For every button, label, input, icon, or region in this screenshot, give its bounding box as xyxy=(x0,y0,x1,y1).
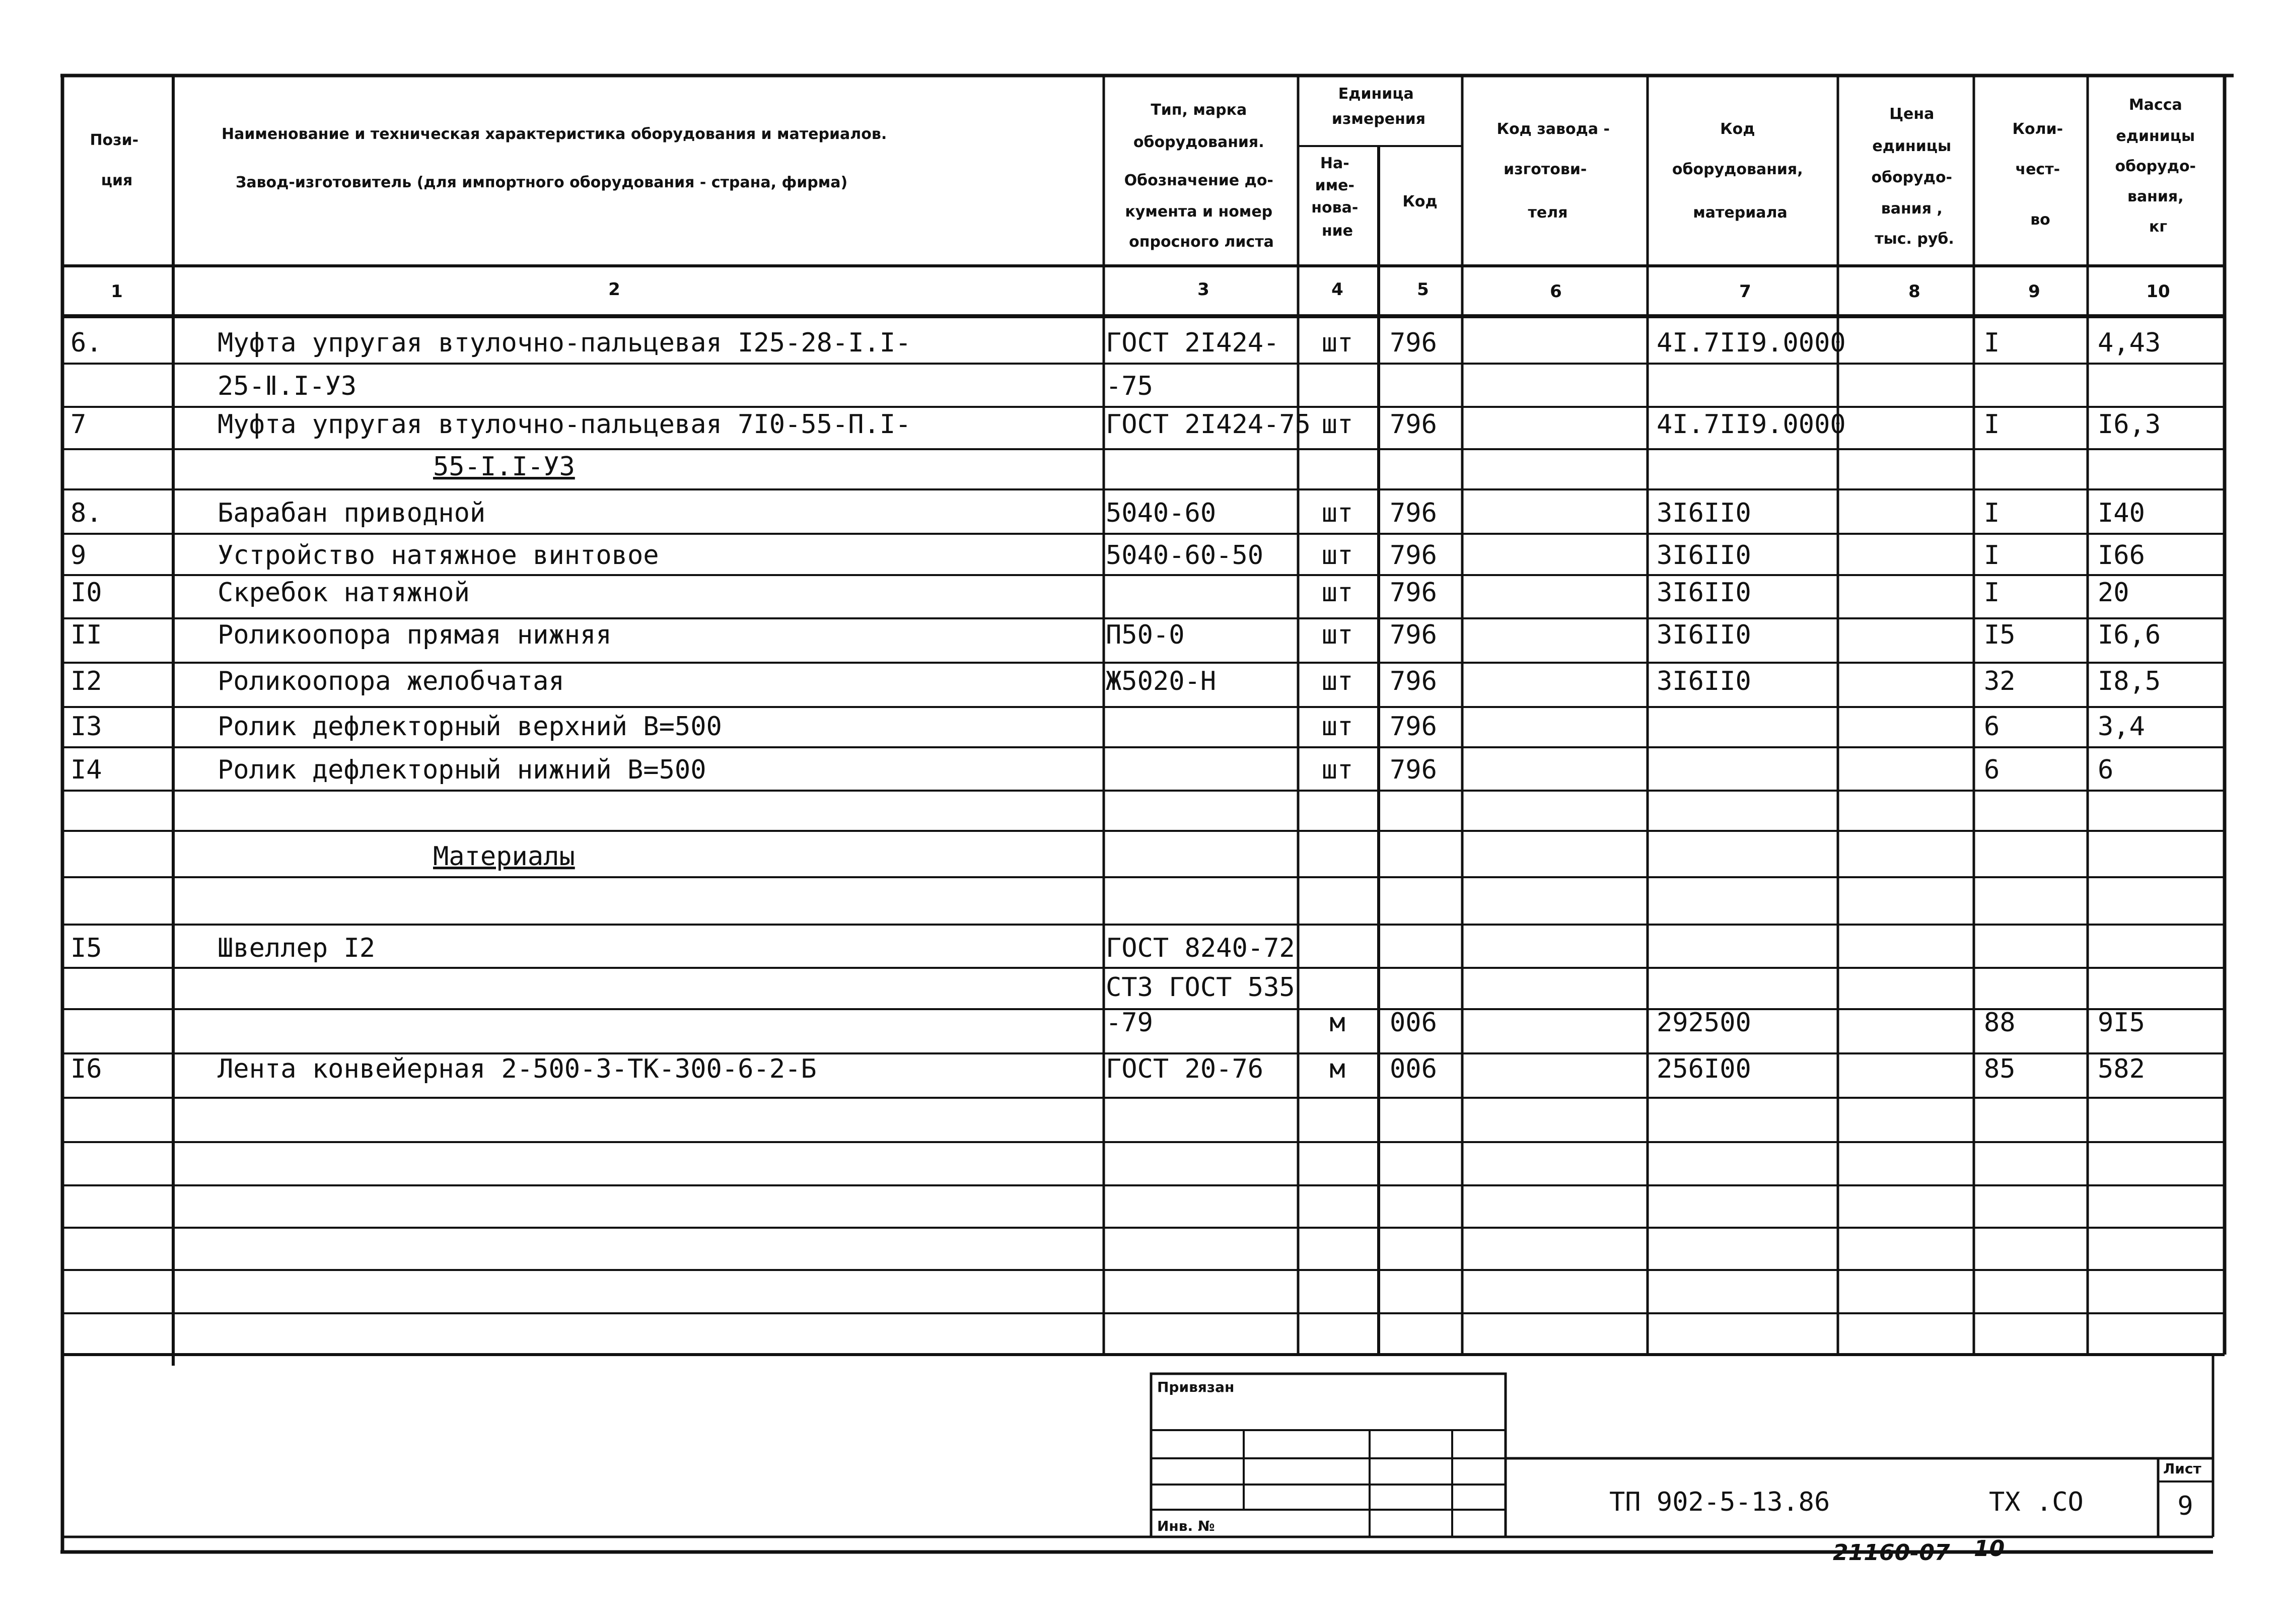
cell-unit-code: 796 xyxy=(1390,328,1437,358)
cell-qty: I5 xyxy=(1984,620,2016,650)
header-unit-name-line: нова- xyxy=(1311,199,1359,217)
table-row xyxy=(433,452,575,482)
cell-name: 25-Ⅱ.I-У3 xyxy=(218,371,357,401)
table-row xyxy=(70,1054,2145,1084)
cell-type: 5040-60 xyxy=(1106,498,1217,528)
cell-type: П50-0 xyxy=(1106,620,1185,650)
cell-unit-code: 006 xyxy=(1390,1054,1437,1084)
header-equipment-code xyxy=(1672,120,1808,222)
table-row xyxy=(1106,1008,2145,1038)
table-row xyxy=(70,933,1295,963)
cell-mass: I6,3 xyxy=(2098,409,2161,440)
cell-name: Материалы xyxy=(433,841,575,872)
cell-qty: I xyxy=(1984,328,2000,358)
table-row xyxy=(70,578,2129,608)
header-price-line: Цена xyxy=(1889,105,1935,123)
cell-name: Швеллер I2 xyxy=(218,933,376,963)
header-type-line: Тип, марка xyxy=(1151,101,1247,119)
cell-qty: 6 xyxy=(1984,755,2000,785)
column-number: 7 xyxy=(1739,281,1751,302)
cell-unit-code: 796 xyxy=(1390,409,1437,440)
header-unit-name-line: На- xyxy=(1320,155,1349,172)
cell-qty: I xyxy=(1984,578,2000,608)
header-position-line: ция xyxy=(101,172,133,189)
header-plant-code-line: изготови- xyxy=(1504,161,1587,178)
header-type-line: опросного листа xyxy=(1129,233,1274,251)
cell-unit: шт xyxy=(1321,498,1353,528)
cell-mass: I8,5 xyxy=(2098,666,2161,696)
cell-mass: 6 xyxy=(2098,755,2114,785)
header-type-line: Обозначение до- xyxy=(1124,172,1273,189)
table-row xyxy=(70,620,2161,650)
cell-type: СТ3 ГОСТ 535 xyxy=(1106,972,1295,1003)
cell-qty: I xyxy=(1984,409,2000,440)
header-position-line: Пози- xyxy=(90,131,139,149)
header-price-line: вания , xyxy=(1881,200,1943,218)
cell-qty: 88 xyxy=(1984,1008,2016,1038)
cell-name: Барабан приводной xyxy=(218,498,486,528)
table-row xyxy=(70,498,2145,528)
header-type-line: кумента и номер xyxy=(1125,203,1273,221)
header-price-line: единицы xyxy=(1872,137,1952,155)
header-unit-name-line: име- xyxy=(1315,177,1354,194)
cell-mass: 3,4 xyxy=(2098,712,2145,742)
header-mass-line: кг xyxy=(2149,218,2168,236)
cell-mass: 20 xyxy=(2098,578,2129,608)
cell-unit-code: 796 xyxy=(1390,666,1437,696)
cell-pos: I2 xyxy=(70,666,102,696)
cell-mass: 4,43 xyxy=(2098,328,2161,358)
cell-unit: шт xyxy=(1321,755,1353,785)
cell-type: 5040-60-50 xyxy=(1106,540,1264,571)
cell-name: Скребок натяжной xyxy=(218,578,470,608)
cell-name: Муфта упругая втулочно-пальцевая I25-28-I.I- xyxy=(218,328,911,358)
cell-unit-code: 796 xyxy=(1390,712,1437,742)
cell-pos: I5 xyxy=(70,933,102,963)
cell-type: -79 xyxy=(1106,1008,1153,1038)
cell-unit-code: 796 xyxy=(1390,578,1437,608)
cell-qty: 6 xyxy=(1984,712,2000,742)
cell-qty: 85 xyxy=(1984,1054,2016,1084)
header-plant-code-line: Код завода - xyxy=(1496,120,1610,138)
cell-code: 3I6II0 xyxy=(1657,498,1751,528)
table-row xyxy=(70,409,2161,440)
header-plant-code xyxy=(1497,120,1615,222)
header-name-line: Наименование и техническая характеристика оборудования и материалов. xyxy=(222,125,887,143)
cell-pos: 6. xyxy=(70,328,102,358)
cell-code: 3I6II0 xyxy=(1657,540,1751,571)
cell-mass: 582 xyxy=(2098,1054,2145,1084)
cell-type: ГОСТ 2I424-75 xyxy=(1106,409,1311,440)
header-equipment-code-line: материала xyxy=(1693,204,1788,222)
header-unit-code: Код xyxy=(1402,193,1438,210)
table-row xyxy=(70,328,2161,358)
cell-unit: шт xyxy=(1321,409,1353,440)
header-unit-group-line: Единица xyxy=(1338,85,1414,103)
cell-pos: I4 xyxy=(70,755,102,785)
header-name xyxy=(222,125,892,191)
cell-name: Ролик дефлекторный верхний В=500 xyxy=(218,712,722,742)
table-row xyxy=(70,712,2145,742)
header-quantity xyxy=(2012,120,2068,229)
cell-unit: м xyxy=(1329,1008,1345,1038)
cell-qty: I xyxy=(1984,540,2000,571)
cell-name: Лента конвейерная 2-500-3-ТК-300-6-2-Б xyxy=(218,1054,817,1084)
cell-type: ГОСТ 20-76 xyxy=(1106,1054,1264,1084)
column-number: 8 xyxy=(1908,281,1920,302)
header-mass xyxy=(2115,96,2201,236)
cell-name: 55-I.I-У3 xyxy=(433,452,575,482)
cell-code: 292500 xyxy=(1657,1008,1751,1038)
cell-unit: м xyxy=(1329,1054,1345,1084)
table-header xyxy=(90,85,2201,302)
cell-unit: шт xyxy=(1321,578,1353,608)
cell-mass: I66 xyxy=(2098,540,2145,571)
table-grid xyxy=(60,76,2234,1552)
header-price xyxy=(1872,105,1958,248)
header-mass-line: вания, xyxy=(2127,188,2184,205)
cell-unit-code: 796 xyxy=(1390,540,1437,571)
cell-pos: 8. xyxy=(70,498,102,528)
cell-unit: шт xyxy=(1321,620,1353,650)
header-plant-code-line: теля xyxy=(1528,204,1568,222)
table-row xyxy=(218,371,1153,401)
header-unit-name xyxy=(1311,155,1363,240)
column-number: 6 xyxy=(1550,281,1562,302)
header-type-line: оборудования. xyxy=(1133,133,1264,151)
section-code: ТХ .СО xyxy=(1989,1487,2084,1517)
table-row xyxy=(1106,972,1295,1003)
cell-code: 3I6II0 xyxy=(1657,578,1751,608)
header-unit-name-line: ние xyxy=(1321,222,1353,240)
cell-type: Ж5020-Н xyxy=(1106,666,1217,696)
table-row xyxy=(70,666,2161,696)
column-number: 9 xyxy=(2028,281,2040,302)
table-row xyxy=(433,841,575,872)
cell-type: -75 xyxy=(1106,371,1153,401)
cell-mass: 9I5 xyxy=(2098,1008,2145,1038)
cell-name: Роликоопора прямая нижняя xyxy=(218,620,612,650)
document-code: ТП 902-5-13.86 xyxy=(1609,1487,1830,1517)
header-equipment-code-line: Код xyxy=(1720,120,1755,138)
cell-pos: I0 xyxy=(70,578,102,608)
header-price-line: тыс. руб. xyxy=(1875,230,1954,248)
cell-type: ГОСТ 8240-72 xyxy=(1106,933,1295,963)
title-block xyxy=(60,1374,2213,1566)
column-number: 10 xyxy=(2146,281,2170,302)
column-number: 5 xyxy=(1417,279,1429,300)
header-quantity-line: чест- xyxy=(2015,161,2060,178)
inventory-number-label: Инв. № xyxy=(1157,1518,1215,1534)
cell-code: 3I6II0 xyxy=(1657,620,1751,650)
sheet-number: 9 xyxy=(2177,1491,2193,1521)
cell-qty: 32 xyxy=(1984,666,2016,696)
cell-pos: I6 xyxy=(70,1054,102,1084)
header-mass-line: единицы xyxy=(2116,127,2195,145)
column-number: 4 xyxy=(1331,279,1343,300)
cell-unit-code: 006 xyxy=(1390,1008,1437,1038)
table-row xyxy=(70,755,2113,785)
cell-pos: I3 xyxy=(70,712,102,742)
cell-unit-code: 796 xyxy=(1390,498,1437,528)
cell-name: Муфта упругая втулочно-пальцевая 7I0-55-П.I- xyxy=(218,409,911,440)
cell-code: 4I.7II9.0000 xyxy=(1657,328,1846,358)
cell-code: 3I6II0 xyxy=(1657,666,1751,696)
cell-type: ГОСТ 2I424- xyxy=(1106,328,1279,358)
header-quantity-line: во xyxy=(2030,211,2050,229)
cell-unit: шт xyxy=(1321,666,1353,696)
header-quantity-line: Коли- xyxy=(2012,120,2063,138)
column-number: 3 xyxy=(1197,279,1209,300)
header-position xyxy=(90,131,144,189)
cell-unit: шт xyxy=(1321,328,1353,358)
bound-label: Привязан xyxy=(1157,1379,1235,1395)
cell-code: 256I00 xyxy=(1657,1054,1751,1084)
header-type xyxy=(1124,101,1279,251)
header-mass-line: Масса xyxy=(2128,96,2182,114)
cell-pos: 7 xyxy=(70,409,87,440)
cell-name: Роликоопора желобчатая xyxy=(218,666,564,696)
archive-page: 10 xyxy=(1974,1536,2005,1562)
cell-name: Устройство натяжное винтовое xyxy=(218,540,659,571)
cell-mass: I6,6 xyxy=(2098,620,2161,650)
sheet-label: Лист xyxy=(2163,1460,2201,1477)
cell-unit: шт xyxy=(1321,712,1353,742)
cell-mass: I40 xyxy=(2098,498,2145,528)
header-unit-group xyxy=(1332,85,1425,128)
cell-unit-code: 796 xyxy=(1390,620,1437,650)
table-row xyxy=(70,540,2145,571)
cell-qty: I xyxy=(1984,498,2000,528)
cell-pos: II xyxy=(70,620,102,650)
header-mass-line: оборудо- xyxy=(2115,158,2196,175)
cell-pos: 9 xyxy=(70,540,87,571)
cell-code: 4I.7II9.0000 xyxy=(1657,409,1846,440)
column-number: 2 xyxy=(608,279,620,300)
cell-name: Ролик дефлекторный нижний В=500 xyxy=(218,755,706,785)
header-unit-group-line: измерения xyxy=(1331,110,1426,128)
column-number: 1 xyxy=(111,281,123,302)
archive-code: 21160-07 xyxy=(1833,1540,1950,1566)
cell-unit-code: 796 xyxy=(1390,755,1437,785)
header-name-line: Завод-изготовитель (для импортного оборудования - страна, фирма) xyxy=(236,174,848,191)
cell-unit: шт xyxy=(1321,540,1353,571)
header-equipment-code-line: оборудования, xyxy=(1672,161,1803,178)
header-price-line: оборудо- xyxy=(1871,169,1953,186)
